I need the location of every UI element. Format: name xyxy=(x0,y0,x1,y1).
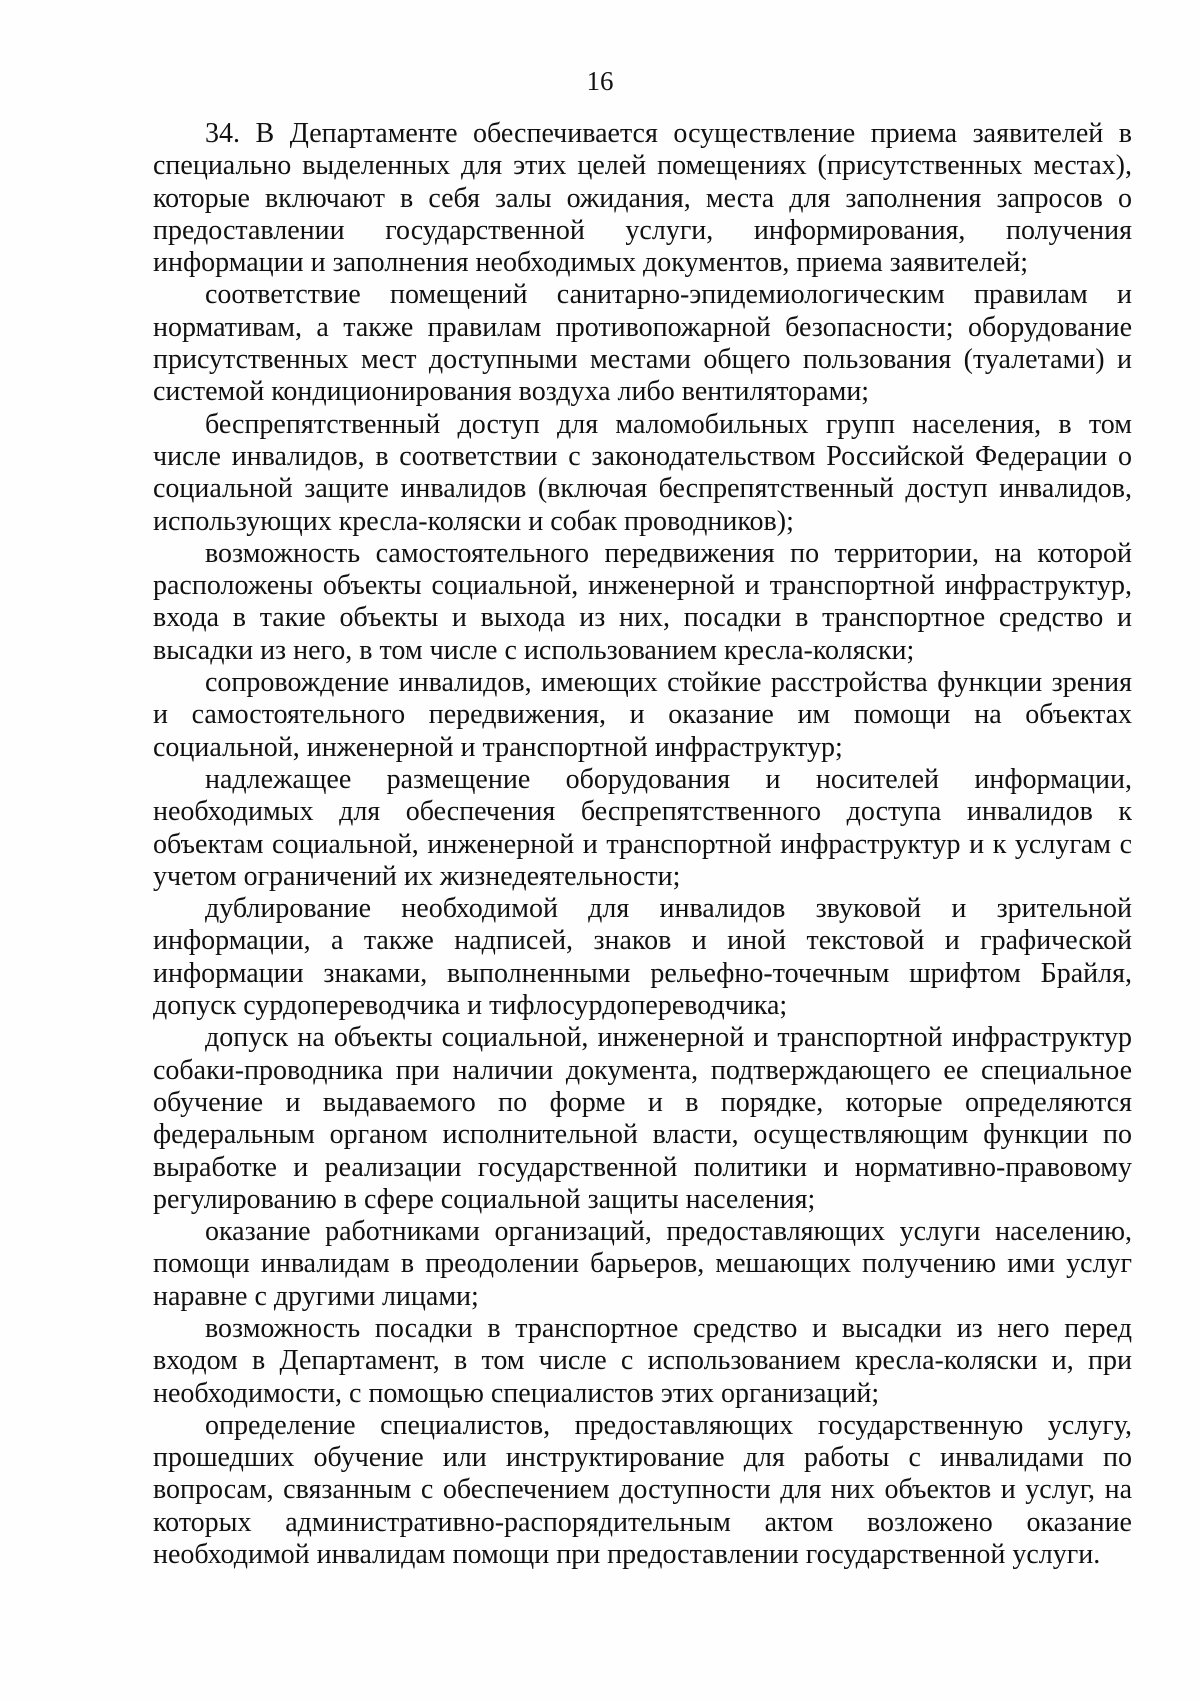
document-body xyxy=(153,118,1132,1571)
paragraph-information-duplication: дублирование необходимой для инвалидов звуковой и зрительной информации, а также надписей, знаков и иной текстовой и графической информации знаками, выполненными рельефно-точечным шрифтом Брайля, допуск сурдопереводчика и тифлосурдопереводчика; xyxy=(153,893,1132,1022)
paragraph-guide-dog-admission: допуск на объекты социальной, инженерной и транспортной инфраструктур собаки-проводника при наличии документа, подтверждающего ее специальное обучение и выдаваемого по форме и в порядке, которые определяются федеральным органом исполнительной власти, осуществляющим функции по выработке и реализации государственной политики и нормативно-правовому регулированию в сфере социальной защиты населения; xyxy=(153,1022,1132,1215)
paragraph-independent-movement: возможность самостоятельного передвижения по территории, на которой расположены объекты социальной, инженерной и транспортной инфраструктур, входа в такие объекты и выхода из них, посадки в транспортное средство и высадки из него, в том числе с использованием кресла-коляски; xyxy=(153,537,1132,666)
paragraph-sanitary-compliance: соответствие помещений санитарно-эпидемиологическим правилам и нормативам, а также правилам противопожарной безопасности; оборудование присутственных мест доступными местами общего пользования (туалетами) и системой кондиционирования воздуха либо вентиляторами; xyxy=(153,279,1132,408)
paragraph-34-premises: 34. В Департаменте обеспечивается осуществление приема заявителей в специально выделенных для этих целей помещениях (присутственных местах), которые включают в себя залы ожидания, места для заполнения запросов о предоставлении государственной услуги, информирования, получения информации и заполнения необходимых документов, приема заявителей; xyxy=(153,118,1132,279)
page-number: 16 xyxy=(586,66,614,96)
paragraph-specialist-designation: определение специалистов, предоставляющих государственную услугу, прошедших обучение или инструктирование для работы с инвалидами по вопросам, связанным с обеспечением доступности для них объектов и услуг, на которых административно-распорядительным актом возложено оказание необходимой инвалидам помощи при предоставлении государственной услуги. xyxy=(153,1409,1132,1571)
paragraph-vehicle-boarding: возможность посадки в транспортное средство и высадки из него перед входом в Департамент, в том числе с использованием кресла-коляски и, при необходимости, с помощью специалистов этих организаций; xyxy=(153,1312,1132,1409)
paragraph-staff-assistance: оказание работниками организаций, предоставляющих услуги населению, помощи инвалидам в преодолении барьеров, мешающих получению ими услуг наравне с другими лицами; xyxy=(153,1216,1132,1312)
paragraph-equipment-placement: надлежащее размещение оборудования и носителей информации, необходимых для обеспечения беспрепятственного доступа инвалидов к объектам социальной, инженерной и транспортной инфраструктур и к услугам с учетом ограничений их жизнедеятельности; xyxy=(153,763,1132,892)
paragraph-unobstructed-access: беспрепятственный доступ для маломобильных групп населения, в том числе инвалидов, в соответствии с законодательством Российской Федерации о социальной защите инвалидов (включая беспрепятственный доступ инвалидов, использующих кресла-коляски и собак проводников); xyxy=(153,408,1132,537)
paragraph-escort-disabled: сопровождение инвалидов, имеющих стойкие расстройства функции зрения и самостоятельного передвижения, и оказание им помощи на объектах социальной, инженерной и транспортной инфраструктур; xyxy=(153,667,1132,763)
